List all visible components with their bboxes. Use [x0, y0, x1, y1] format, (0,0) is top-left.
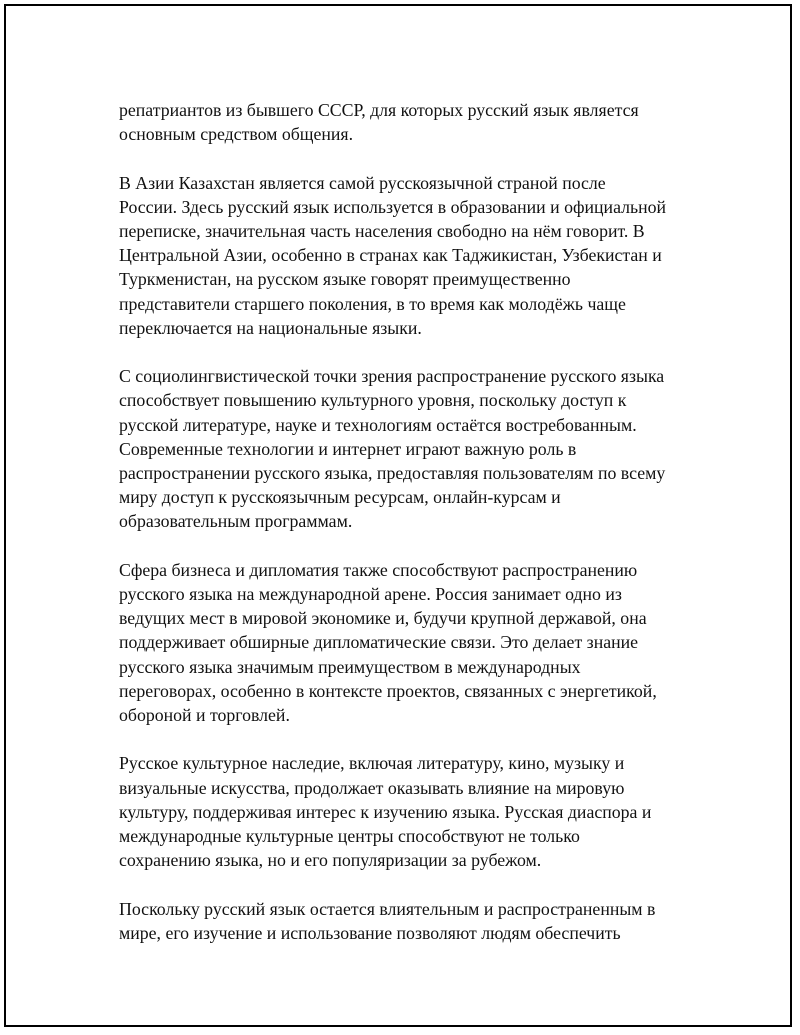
text-line: С социолингвистической точки зрения распространение русского языка	[119, 366, 665, 387]
text-line: образовательным программам.	[119, 511, 353, 532]
text-line: основным средством общения.	[119, 124, 354, 145]
text-line: Туркменистан, на русском языке говорят преимущественно	[119, 269, 571, 290]
text-line: поддерживает обширные дипломатические связи. Это делает знание	[119, 632, 639, 653]
text-line: русского языка значимым преимуществом в международных	[119, 656, 581, 677]
text-line: визуальные искусства, продолжает оказывать влияние на мировую	[119, 777, 625, 798]
paragraph-5	[119, 751, 699, 872]
paragraph-2	[119, 171, 699, 340]
text-line: международные культурные центры способствуют не только	[119, 826, 580, 847]
text-line: ведущих мест в мировой экономике и, будучи крупной державой, она	[119, 608, 647, 629]
page-content	[119, 98, 699, 969]
text-line: распространении русского языка, предоставляя пользователям по всему	[119, 463, 666, 484]
text-line: сохранению языка, но и его популяризации за рубежом.	[119, 850, 542, 871]
text-line: обороной и торговлей.	[119, 705, 290, 726]
text-line: переговорах, особенно в контексте проектов, связанных с энергетикой,	[119, 680, 657, 701]
text-line: России. Здесь русский язык используется в образовании и официальной	[119, 196, 667, 217]
text-line: русской литературе, науке и технологиям остаётся востребованным.	[119, 414, 637, 435]
text-line: русского языка на международной арене. Россия занимает одно из	[119, 584, 622, 605]
text-line: представители старшего поколения, в то время как молодёжь чаще	[119, 293, 626, 314]
text-line: переключается на национальные языки.	[119, 317, 422, 338]
text-line: переписке, значительная часть населения свободно на нём говорит. В	[119, 221, 645, 241]
text-line: Русское культурное наследие, включая литературу, кино, музыку и	[119, 753, 625, 774]
text-line: миру доступ к русскоязычным ресурсам, онлайн-курсам и	[119, 487, 561, 508]
text-line: культуру, поддерживая интерес к изучению языка. Русская диаспора и	[119, 801, 652, 822]
paragraph-3	[119, 364, 699, 533]
text-line: Современные технологии и интернет играют важную роль в	[119, 438, 577, 459]
text-line: репатриантов из бывшего СССР, для которых русский язык является	[119, 100, 639, 120]
text-line: мире, его изучение и использование позволяют людям обеспечить	[119, 922, 621, 943]
text-line: Сфера бизнеса и дипломатия также способствуют распространению	[119, 559, 638, 580]
text-line: способствует повышению культурного уровня, поскольку доступ к	[119, 390, 627, 411]
text-line: В Азии Казахстан является самой русскоязычной страной после	[119, 172, 606, 193]
text-line: Центральной Азии, особенно в странах как Таджикистан, Узбекистан и	[119, 245, 662, 266]
page-frame	[4, 4, 792, 1027]
paragraph-6	[119, 897, 699, 945]
text-line: Поскольку русский язык остается влиятельным и распространенным в	[119, 898, 656, 919]
paragraph-4	[119, 558, 699, 727]
paragraph-1	[119, 98, 699, 146]
